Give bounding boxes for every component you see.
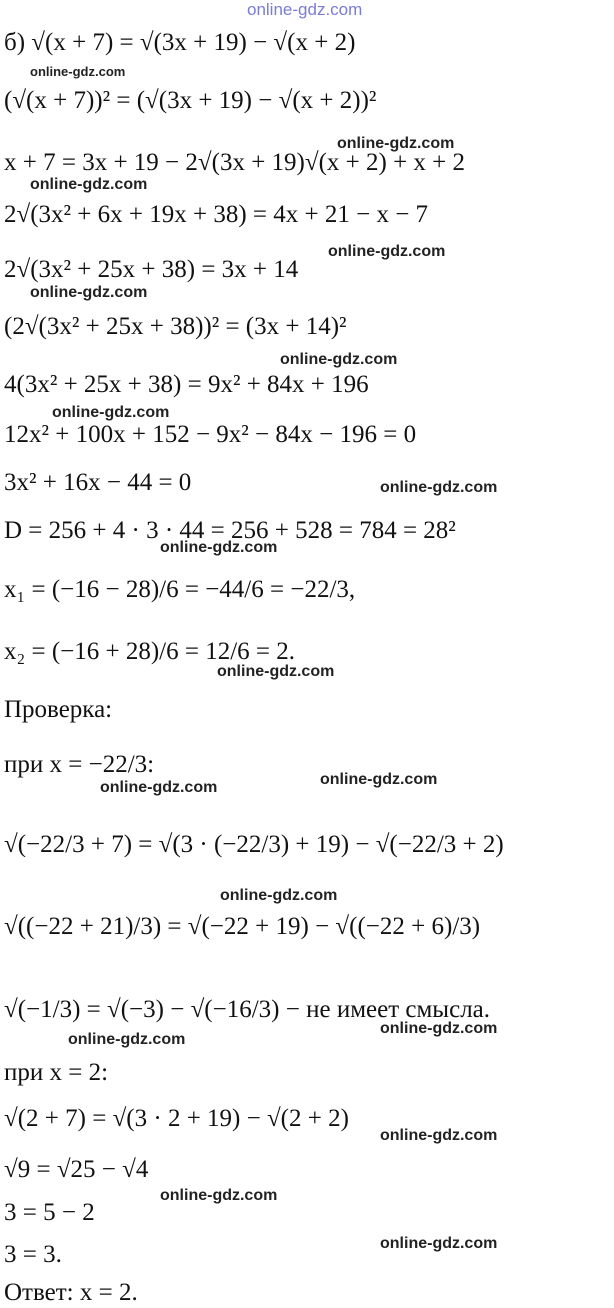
watermark: online-gdz.com [280,351,398,368]
check-case-1-heading: при x = −22/3: [4,751,155,778]
check-case-2-line-1: √(2 + 7) = √(3 · 2 + 19) − √(2 + 2) [4,1105,349,1132]
equation-line-2: (√(x + 7))² = (√(3x + 19) − √(x + 2))² [4,87,377,114]
check-heading: Проверка: [4,696,113,723]
check-case-1-line-2: √((−22 + 21)/3) = √(−22 + 19) − √((−22 + 6)/3) [4,913,481,940]
root-x2-line: x₂ = (−16 + 28)/6 = 12/6 = 2. [4,638,296,665]
equation-line-1: б) √(x + 7) = √(3x + 19) − √(x + 2) [4,29,356,56]
equation-line-6: (2√(3x² + 25x + 38))² = (3x + 14)² [4,313,347,340]
watermark: online-gdz.com [68,1031,186,1048]
check-case-2-line-4: 3 = 3. [4,1241,62,1268]
watermark: online-gdz.com [160,539,278,556]
watermark: online-gdz.com [217,663,335,680]
watermark: online-gdz.com [320,771,438,788]
equation-line-5: 2√(3x² + 25x + 38) = 3x + 14 [4,256,299,283]
watermark: online-gdz.com [30,176,148,193]
watermark: online-gdz.com [337,135,455,152]
check-case-2-heading: при x = 2: [4,1059,109,1086]
check-case-2-line-3: 3 = 5 − 2 [4,1199,95,1226]
check-case-2-line-2: √9 = √25 − √4 [4,1156,149,1183]
watermark: online-gdz.com [52,404,170,421]
check-case-1-line-1: √(−22/3 + 7) = √(3 · (−22/3) + 19) − √(−22/3 + 2) [4,831,504,858]
watermark: online-gdz.com [247,0,363,19]
watermark: online-gdz.com [328,243,446,260]
watermark: online-gdz.com [380,1020,498,1037]
watermark: online-gdz.com [30,284,148,301]
check-case-1-line-3: √(−1/3) = √(−3) − √(−16/3) − не имеет смысла. [4,996,491,1023]
equation-line-7: 4(3x² + 25x + 38) = 9x² + 84x + 196 [4,371,369,398]
watermark: online-gdz.com [30,64,126,79]
root-x1-line: x₁ = (−16 − 28)/6 = −44/6 = −22/3, [4,576,356,603]
watermark: online-gdz.com [100,779,218,796]
watermark: online-gdz.com [380,1235,498,1252]
watermark: online-gdz.com [160,1187,278,1204]
watermark: online-gdz.com [220,887,338,904]
equation-line-9: 3x² + 16x − 44 = 0 [4,469,192,496]
watermark: online-gdz.com [380,1127,498,1144]
watermark: online-gdz.com [380,479,498,496]
equation-line-8: 12x² + 100x + 152 − 9x² − 84x − 196 = 0 [4,421,417,448]
discriminant-line: D = 256 + 4 · 3 · 44 = 256 + 528 = 784 = 28² [4,517,456,544]
answer-line: Ответ: x = 2. [4,1279,138,1306]
equation-line-4: 2√(3x² + 6x + 19x + 38) = 4x + 21 − x − 7 [4,201,429,228]
equation-line-3: x + 7 = 3x + 19 − 2√(3x + 19)√(x + 2) + x + 2 [4,149,466,176]
